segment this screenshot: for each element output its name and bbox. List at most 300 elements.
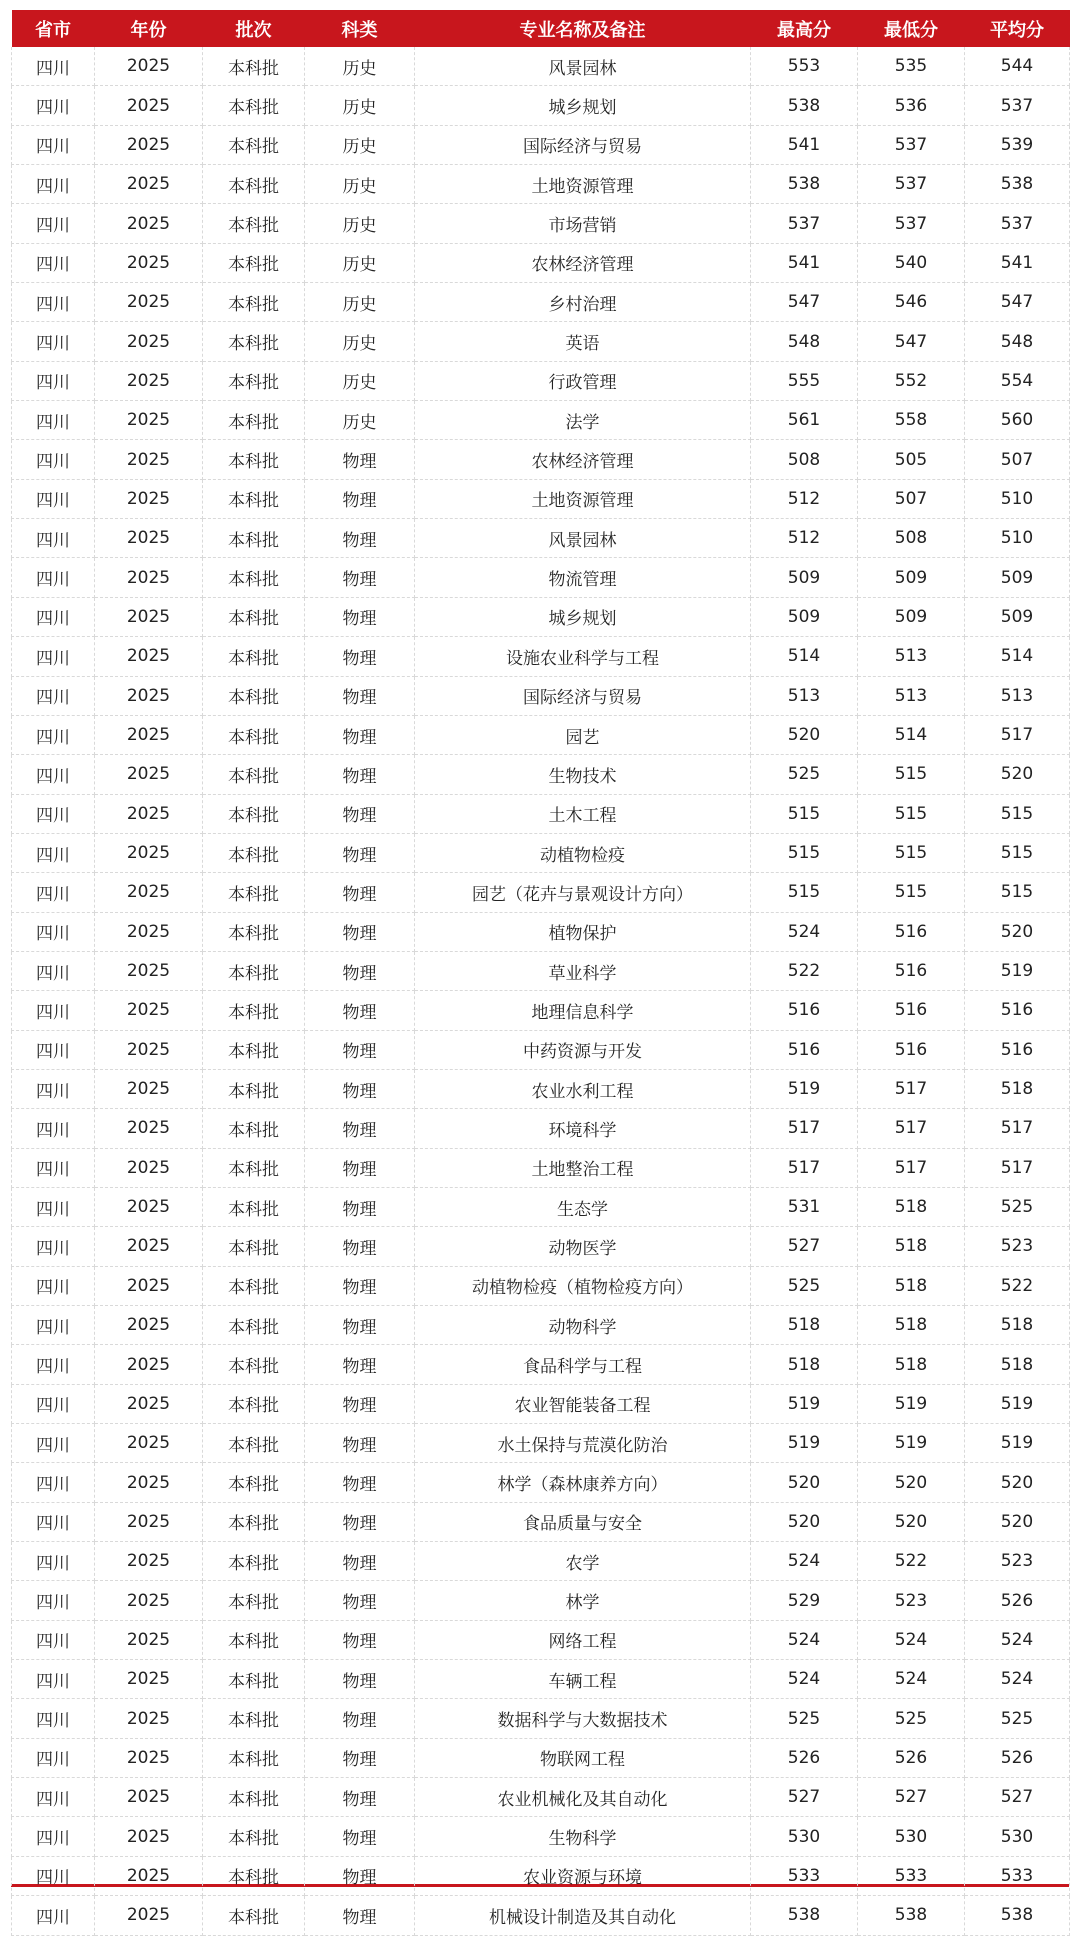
major-cell: 中药资源与开发 (415, 1030, 751, 1069)
avg-score-cell: 524 (965, 1660, 1070, 1699)
province-cell: 四川 (12, 440, 95, 479)
subject-cell: 物理 (305, 1620, 415, 1659)
year-cell: 2025 (95, 1542, 203, 1581)
header-major: 专业名称及备注 (415, 10, 751, 47)
province-cell: 四川 (12, 912, 95, 951)
year-cell: 2025 (95, 479, 203, 518)
avg-score-cell: 533 (965, 1856, 1070, 1895)
province-cell: 四川 (12, 1030, 95, 1069)
major-cell: 乡村治理 (415, 283, 751, 322)
table-row (12, 125, 1070, 164)
major-cell: 林学（森林康养方向） (415, 1463, 751, 1502)
subject-cell: 历史 (305, 125, 415, 164)
batch-cell: 本科批 (203, 1660, 305, 1699)
min-score-cell: 509 (858, 558, 965, 597)
score-table-container (11, 10, 1069, 1928)
subject-cell: 物理 (305, 951, 415, 990)
avg-score-cell: 519 (965, 1424, 1070, 1463)
province-cell: 四川 (12, 1778, 95, 1817)
min-score-cell: 507 (858, 479, 965, 518)
table-row (12, 1502, 1070, 1541)
subject-cell: 历史 (305, 361, 415, 400)
table-row (12, 873, 1070, 912)
major-cell: 地理信息科学 (415, 991, 751, 1030)
major-cell: 机械设计制造及其自动化 (415, 1896, 751, 1935)
major-cell: 物联网工程 (415, 1738, 751, 1777)
avg-score-cell: 526 (965, 1581, 1070, 1620)
max-score-cell: 555 (751, 361, 858, 400)
score-table (11, 10, 1070, 1936)
province-cell: 四川 (12, 1109, 95, 1148)
province-cell: 四川 (12, 755, 95, 794)
table-row (12, 1345, 1070, 1384)
table-row (12, 204, 1070, 243)
major-cell: 英语 (415, 322, 751, 361)
province-cell: 四川 (12, 401, 95, 440)
batch-cell: 本科批 (203, 243, 305, 282)
batch-cell: 本科批 (203, 283, 305, 322)
table-row (12, 1069, 1070, 1108)
year-cell: 2025 (95, 1738, 203, 1777)
province-cell: 四川 (12, 676, 95, 715)
major-cell: 园艺（花卉与景观设计方向） (415, 873, 751, 912)
province-cell: 四川 (12, 322, 95, 361)
year-cell: 2025 (95, 558, 203, 597)
avg-score-cell: 560 (965, 401, 1070, 440)
subject-cell: 物理 (305, 1738, 415, 1777)
major-cell: 动物科学 (415, 1306, 751, 1345)
province-cell: 四川 (12, 991, 95, 1030)
batch-cell: 本科批 (203, 1896, 305, 1935)
province-cell: 四川 (12, 1463, 95, 1502)
min-score-cell: 513 (858, 676, 965, 715)
avg-score-cell: 527 (965, 1778, 1070, 1817)
subject-cell: 物理 (305, 1424, 415, 1463)
min-score-cell: 527 (858, 1778, 965, 1817)
batch-cell: 本科批 (203, 1581, 305, 1620)
avg-score-cell: 510 (965, 519, 1070, 558)
year-cell: 2025 (95, 519, 203, 558)
batch-cell: 本科批 (203, 1856, 305, 1895)
subject-cell: 物理 (305, 1542, 415, 1581)
batch-cell: 本科批 (203, 1345, 305, 1384)
major-cell: 水土保持与荒漠化防治 (415, 1424, 751, 1463)
year-cell: 2025 (95, 1148, 203, 1187)
subject-cell: 物理 (305, 1109, 415, 1148)
batch-cell: 本科批 (203, 86, 305, 125)
subject-cell: 物理 (305, 1030, 415, 1069)
min-score-cell: 546 (858, 283, 965, 322)
province-cell: 四川 (12, 597, 95, 636)
subject-cell: 物理 (305, 676, 415, 715)
table-row (12, 755, 1070, 794)
table-row (12, 243, 1070, 282)
major-cell: 网络工程 (415, 1620, 751, 1659)
subject-cell: 物理 (305, 715, 415, 754)
year-cell: 2025 (95, 1778, 203, 1817)
batch-cell: 本科批 (203, 519, 305, 558)
min-score-cell: 526 (858, 1738, 965, 1777)
min-score-cell: 520 (858, 1463, 965, 1502)
batch-cell: 本科批 (203, 1187, 305, 1226)
max-score-cell: 524 (751, 1620, 858, 1659)
table-header (12, 10, 1070, 47)
major-cell: 林学 (415, 1581, 751, 1620)
min-score-cell: 515 (858, 873, 965, 912)
province-cell: 四川 (12, 1856, 95, 1895)
min-score-cell: 519 (858, 1384, 965, 1423)
min-score-cell: 525 (858, 1699, 965, 1738)
avg-score-cell: 525 (965, 1187, 1070, 1226)
min-score-cell: 537 (858, 165, 965, 204)
province-cell: 四川 (12, 243, 95, 282)
province-cell: 四川 (12, 47, 95, 86)
avg-score-cell: 515 (965, 873, 1070, 912)
max-score-cell: 508 (751, 440, 858, 479)
batch-cell: 本科批 (203, 1069, 305, 1108)
subject-cell: 历史 (305, 283, 415, 322)
min-score-cell: 558 (858, 401, 965, 440)
major-cell: 风景园林 (415, 47, 751, 86)
batch-cell: 本科批 (203, 715, 305, 754)
major-cell: 农业资源与环境 (415, 1856, 751, 1895)
batch-cell: 本科批 (203, 479, 305, 518)
batch-cell: 本科批 (203, 1502, 305, 1541)
max-score-cell: 537 (751, 204, 858, 243)
min-score-cell: 517 (858, 1109, 965, 1148)
batch-cell: 本科批 (203, 794, 305, 833)
avg-score-cell: 547 (965, 283, 1070, 322)
province-cell: 四川 (12, 1620, 95, 1659)
max-score-cell: 509 (751, 597, 858, 636)
major-cell: 城乡规划 (415, 86, 751, 125)
batch-cell: 本科批 (203, 873, 305, 912)
min-score-cell: 518 (858, 1187, 965, 1226)
subject-cell: 物理 (305, 440, 415, 479)
max-score-cell: 520 (751, 1502, 858, 1541)
table-row (12, 1778, 1070, 1817)
max-score-cell: 533 (751, 1856, 858, 1895)
province-cell: 四川 (12, 1227, 95, 1266)
avg-score-cell: 510 (965, 479, 1070, 518)
batch-cell: 本科批 (203, 833, 305, 872)
header-avg-score: 平均分 (965, 10, 1070, 47)
table-body (12, 47, 1070, 1935)
table-row (12, 322, 1070, 361)
major-cell: 食品质量与安全 (415, 1502, 751, 1541)
province-cell: 四川 (12, 951, 95, 990)
year-cell: 2025 (95, 1030, 203, 1069)
min-score-cell: 513 (858, 637, 965, 676)
subject-cell: 物理 (305, 637, 415, 676)
year-cell: 2025 (95, 440, 203, 479)
province-cell: 四川 (12, 204, 95, 243)
major-cell: 农林经济管理 (415, 243, 751, 282)
province-cell: 四川 (12, 1699, 95, 1738)
year-cell: 2025 (95, 1699, 203, 1738)
max-score-cell: 518 (751, 1306, 858, 1345)
max-score-cell: 541 (751, 243, 858, 282)
subject-cell: 物理 (305, 1778, 415, 1817)
province-cell: 四川 (12, 479, 95, 518)
max-score-cell: 525 (751, 1266, 858, 1305)
year-cell: 2025 (95, 361, 203, 400)
header-min-score: 最低分 (858, 10, 965, 47)
major-cell: 动物医学 (415, 1227, 751, 1266)
avg-score-cell: 519 (965, 1384, 1070, 1423)
major-cell: 土木工程 (415, 794, 751, 833)
min-score-cell: 516 (858, 912, 965, 951)
avg-score-cell: 541 (965, 243, 1070, 282)
min-score-cell: 518 (858, 1266, 965, 1305)
avg-score-cell: 509 (965, 558, 1070, 597)
table-row (12, 951, 1070, 990)
subject-cell: 物理 (305, 1306, 415, 1345)
major-cell: 动植物检疫 (415, 833, 751, 872)
province-cell: 四川 (12, 1896, 95, 1935)
avg-score-cell: 515 (965, 833, 1070, 872)
table-row (12, 47, 1070, 86)
major-cell: 城乡规划 (415, 597, 751, 636)
header-max-score: 最高分 (751, 10, 858, 47)
avg-score-cell: 514 (965, 637, 1070, 676)
subject-cell: 物理 (305, 1227, 415, 1266)
year-cell: 2025 (95, 322, 203, 361)
max-score-cell: 515 (751, 794, 858, 833)
subject-cell: 历史 (305, 243, 415, 282)
table-row (12, 361, 1070, 400)
year-cell: 2025 (95, 794, 203, 833)
year-cell: 2025 (95, 1266, 203, 1305)
year-cell: 2025 (95, 1896, 203, 1935)
subject-cell: 物理 (305, 833, 415, 872)
subject-cell: 物理 (305, 1148, 415, 1187)
table-row (12, 1384, 1070, 1423)
subject-cell: 物理 (305, 1463, 415, 1502)
year-cell: 2025 (95, 1620, 203, 1659)
batch-cell: 本科批 (203, 637, 305, 676)
table-row (12, 991, 1070, 1030)
max-score-cell: 509 (751, 558, 858, 597)
avg-score-cell: 520 (965, 912, 1070, 951)
major-cell: 园艺 (415, 715, 751, 754)
batch-cell: 本科批 (203, 1424, 305, 1463)
avg-score-cell: 538 (965, 1896, 1070, 1935)
province-cell: 四川 (12, 1502, 95, 1541)
major-cell: 数据科学与大数据技术 (415, 1699, 751, 1738)
major-cell: 草业科学 (415, 951, 751, 990)
province-cell: 四川 (12, 1384, 95, 1423)
min-score-cell: 516 (858, 991, 965, 1030)
batch-cell: 本科批 (203, 1030, 305, 1069)
province-cell: 四川 (12, 1817, 95, 1856)
year-cell: 2025 (95, 755, 203, 794)
subject-cell: 物理 (305, 755, 415, 794)
province-cell: 四川 (12, 637, 95, 676)
max-score-cell: 538 (751, 165, 858, 204)
major-cell: 风景园林 (415, 519, 751, 558)
max-score-cell: 541 (751, 125, 858, 164)
year-cell: 2025 (95, 165, 203, 204)
year-cell: 2025 (95, 637, 203, 676)
major-cell: 生物技术 (415, 755, 751, 794)
province-cell: 四川 (12, 519, 95, 558)
batch-cell: 本科批 (203, 165, 305, 204)
max-score-cell: 519 (751, 1384, 858, 1423)
batch-cell: 本科批 (203, 1699, 305, 1738)
max-score-cell: 548 (751, 322, 858, 361)
min-score-cell: 518 (858, 1345, 965, 1384)
province-cell: 四川 (12, 125, 95, 164)
table-row (12, 1030, 1070, 1069)
max-score-cell: 525 (751, 1699, 858, 1738)
major-cell: 植物保护 (415, 912, 751, 951)
batch-cell: 本科批 (203, 1266, 305, 1305)
max-score-cell: 519 (751, 1069, 858, 1108)
min-score-cell: 519 (858, 1424, 965, 1463)
batch-cell: 本科批 (203, 204, 305, 243)
min-score-cell: 518 (858, 1227, 965, 1266)
max-score-cell: 531 (751, 1187, 858, 1226)
table-row (12, 1856, 1070, 1895)
avg-score-cell: 548 (965, 322, 1070, 361)
min-score-cell: 514 (858, 715, 965, 754)
table-row (12, 1227, 1070, 1266)
max-score-cell: 520 (751, 715, 858, 754)
max-score-cell: 512 (751, 519, 858, 558)
max-score-cell: 525 (751, 755, 858, 794)
header-batch: 批次 (203, 10, 305, 47)
table-row (12, 1542, 1070, 1581)
min-score-cell: 516 (858, 1030, 965, 1069)
min-score-cell: 520 (858, 1502, 965, 1541)
min-score-cell: 517 (858, 1069, 965, 1108)
year-cell: 2025 (95, 283, 203, 322)
major-cell: 物流管理 (415, 558, 751, 597)
table-row (12, 1266, 1070, 1305)
subject-cell: 物理 (305, 1345, 415, 1384)
major-cell: 土地整治工程 (415, 1148, 751, 1187)
avg-score-cell: 509 (965, 597, 1070, 636)
province-cell: 四川 (12, 1581, 95, 1620)
avg-score-cell: 524 (965, 1620, 1070, 1659)
avg-score-cell: 520 (965, 1502, 1070, 1541)
min-score-cell: 538 (858, 1896, 965, 1935)
max-score-cell: 538 (751, 86, 858, 125)
avg-score-cell: 544 (965, 47, 1070, 86)
max-score-cell: 524 (751, 1542, 858, 1581)
year-cell: 2025 (95, 991, 203, 1030)
year-cell: 2025 (95, 86, 203, 125)
year-cell: 2025 (95, 243, 203, 282)
subject-cell: 物理 (305, 1660, 415, 1699)
avg-score-cell: 518 (965, 1306, 1070, 1345)
header-year: 年份 (95, 10, 203, 47)
year-cell: 2025 (95, 1109, 203, 1148)
max-score-cell: 513 (751, 676, 858, 715)
min-score-cell: 523 (858, 1581, 965, 1620)
min-score-cell: 535 (858, 47, 965, 86)
min-score-cell: 524 (858, 1660, 965, 1699)
max-score-cell: 527 (751, 1227, 858, 1266)
avg-score-cell: 539 (965, 125, 1070, 164)
avg-score-cell: 537 (965, 86, 1070, 125)
avg-score-cell: 526 (965, 1738, 1070, 1777)
province-cell: 四川 (12, 1542, 95, 1581)
major-cell: 农业水利工程 (415, 1069, 751, 1108)
year-cell: 2025 (95, 125, 203, 164)
min-score-cell: 509 (858, 597, 965, 636)
year-cell: 2025 (95, 1581, 203, 1620)
batch-cell: 本科批 (203, 1542, 305, 1581)
major-cell: 法学 (415, 401, 751, 440)
province-cell: 四川 (12, 1345, 95, 1384)
subject-cell: 物理 (305, 1187, 415, 1226)
table-row (12, 479, 1070, 518)
table-row (12, 558, 1070, 597)
avg-score-cell: 516 (965, 991, 1070, 1030)
max-score-cell: 538 (751, 1896, 858, 1935)
avg-score-cell: 515 (965, 794, 1070, 833)
major-cell: 设施农业科学与工程 (415, 637, 751, 676)
province-cell: 四川 (12, 165, 95, 204)
avg-score-cell: 516 (965, 1030, 1070, 1069)
year-cell: 2025 (95, 1424, 203, 1463)
subject-cell: 物理 (305, 519, 415, 558)
table-row (12, 1424, 1070, 1463)
avg-score-cell: 507 (965, 440, 1070, 479)
subject-cell: 历史 (305, 86, 415, 125)
subject-cell: 历史 (305, 204, 415, 243)
max-score-cell: 522 (751, 951, 858, 990)
province-cell: 四川 (12, 873, 95, 912)
min-score-cell: 530 (858, 1817, 965, 1856)
avg-score-cell: 537 (965, 204, 1070, 243)
province-cell: 四川 (12, 1306, 95, 1345)
min-score-cell: 537 (858, 204, 965, 243)
max-score-cell: 524 (751, 912, 858, 951)
year-cell: 2025 (95, 401, 203, 440)
table-row (12, 912, 1070, 951)
subject-cell: 物理 (305, 1266, 415, 1305)
avg-score-cell: 513 (965, 676, 1070, 715)
min-score-cell: 524 (858, 1620, 965, 1659)
table-row (12, 1463, 1070, 1502)
min-score-cell: 536 (858, 86, 965, 125)
max-score-cell: 518 (751, 1345, 858, 1384)
avg-score-cell: 522 (965, 1266, 1070, 1305)
subject-cell: 物理 (305, 912, 415, 951)
year-cell: 2025 (95, 1069, 203, 1108)
year-cell: 2025 (95, 1227, 203, 1266)
batch-cell: 本科批 (203, 951, 305, 990)
table-row (12, 1109, 1070, 1148)
table-row (12, 440, 1070, 479)
year-cell: 2025 (95, 1817, 203, 1856)
year-cell: 2025 (95, 597, 203, 636)
subject-cell: 物理 (305, 1581, 415, 1620)
min-score-cell: 515 (858, 833, 965, 872)
max-score-cell: 527 (751, 1778, 858, 1817)
batch-cell: 本科批 (203, 322, 305, 361)
subject-cell: 物理 (305, 558, 415, 597)
max-score-cell: 529 (751, 1581, 858, 1620)
year-cell: 2025 (95, 1856, 203, 1895)
min-score-cell: 552 (858, 361, 965, 400)
batch-cell: 本科批 (203, 47, 305, 86)
avg-score-cell: 517 (965, 715, 1070, 754)
max-score-cell: 514 (751, 637, 858, 676)
